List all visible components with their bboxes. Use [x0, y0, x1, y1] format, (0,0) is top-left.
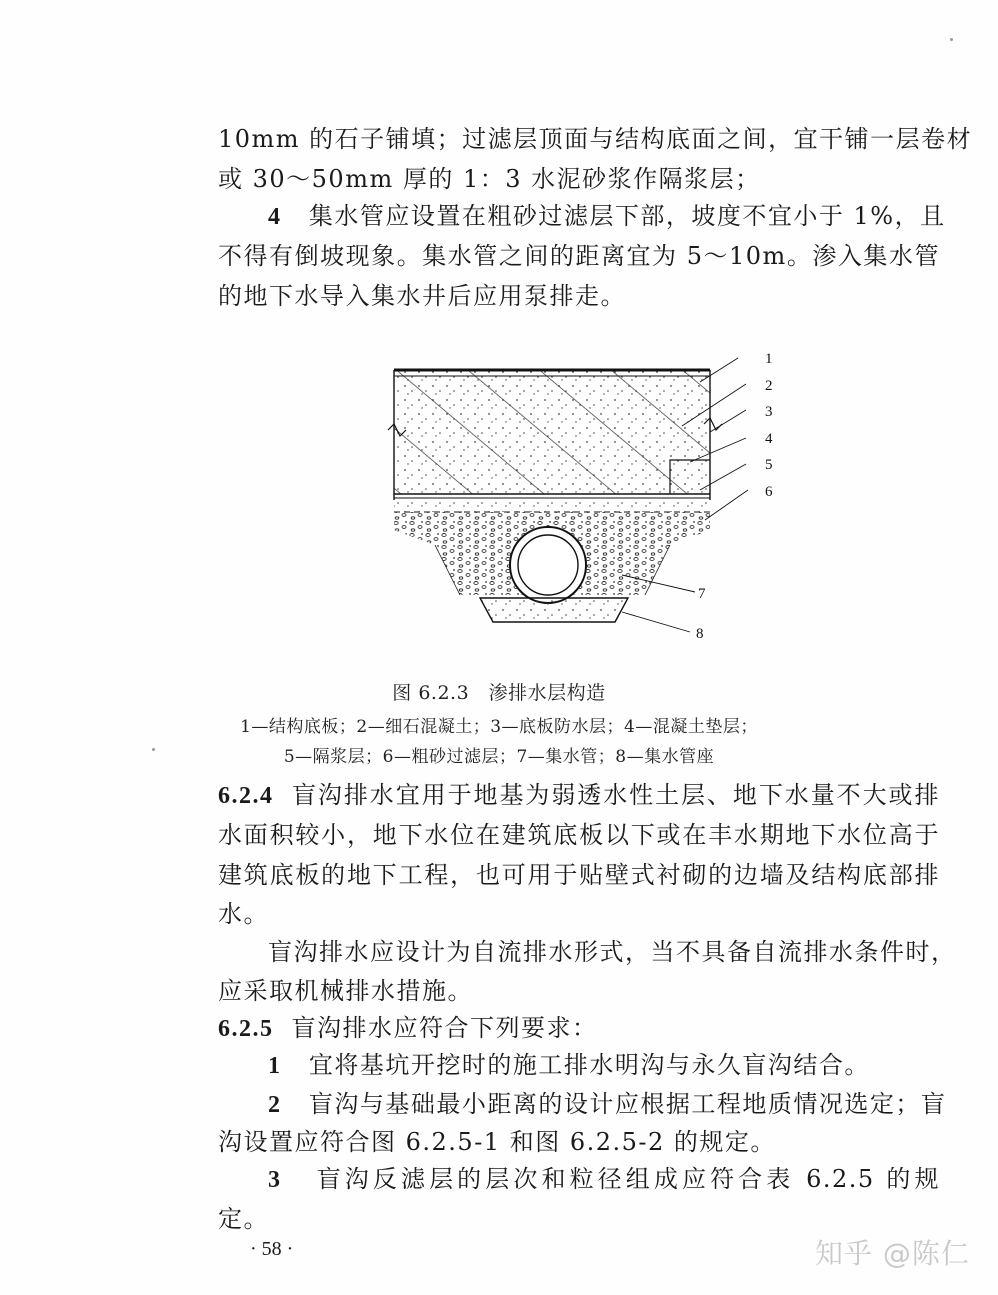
- body-text-line: 盲沟排水应设计为自流排水形式，当不具备自流排水条件时，: [268, 938, 957, 966]
- section-text: 盲沟排水宜用于地基为弱透水性土层、地下水量不大或排: [291, 781, 940, 809]
- label-4: 4: [765, 431, 773, 447]
- section-6-2-5: [218, 1013, 940, 1044]
- page-number: · 58 ·: [250, 1238, 294, 1260]
- label-3: 3: [765, 404, 773, 420]
- label-8: 8: [696, 626, 704, 642]
- scan-speck: [950, 38, 953, 41]
- item-text: 盲沟与基础最小距离的设计应根据工程地质情况选定；盲: [308, 1090, 947, 1118]
- section-6-2-4: [218, 780, 940, 811]
- watermark: 知乎 @陈仁: [815, 1237, 970, 1270]
- item-number: 4: [268, 204, 282, 230]
- list-item-4: [268, 201, 946, 232]
- label-7: 7: [698, 586, 706, 602]
- item-number: 2: [268, 1092, 282, 1118]
- item-number: 3: [268, 1167, 282, 1193]
- drainage-layer-diagram: [360, 340, 800, 650]
- figure-legend-line: 1—结构底板；2—细石混凝土；3—底板防水层；4—混凝土垫层；: [240, 717, 758, 737]
- section-number: 6.2.4: [218, 783, 274, 809]
- label-2: 2: [765, 378, 773, 394]
- item-text: 盲沟反滤层的层次和粒径组成应符合表 6.2.5 的规: [316, 1165, 940, 1193]
- body-text-line: 沟设置应符合图 6.2.5-1 和图 6.2.5-2 的规定。: [218, 1128, 776, 1156]
- list-item-2: [268, 1089, 947, 1120]
- item-text: 集水管应设置在粗砂过滤层下部，坡度不宜小于 1%，且: [308, 202, 946, 230]
- body-text-line: 不得有倒坡现象。集水管之间的距离宜为 5～10m。渗入集水管: [218, 242, 940, 270]
- body-text-line: 水。: [218, 900, 269, 928]
- item-text: 宜将基坑开挖时的施工排水明沟与永久盲沟结合。: [308, 1051, 870, 1079]
- body-text-line: 水面积较小，地下水位在建筑底板以下或在丰水期地下水位高于: [218, 821, 940, 849]
- body-text-line: 或 30～50mm 厚的 1：3 水泥砂浆作隔浆层；: [218, 165, 761, 193]
- list-item-1: [268, 1050, 940, 1081]
- body-text-line: 定。: [218, 1205, 269, 1233]
- figure-legend-line: 5—隔浆层；6—粗砂过滤层；7—集水管；8—集水管座: [283, 747, 715, 767]
- body-text-line: 应采取机械排水措施。: [218, 977, 473, 1005]
- label-1: 1: [765, 351, 773, 367]
- body-text-line: 10mm 的石子铺填；过滤层顶面与结构底面之间，宜干铺一层卷材: [218, 125, 973, 153]
- section-number: 6.2.5: [218, 1016, 274, 1042]
- concrete-cushion: [394, 500, 710, 512]
- list-item-3: [268, 1164, 940, 1195]
- pipe-seat: [480, 598, 628, 622]
- figure-caption: 图 6.2.3 渗排水层构造: [392, 682, 606, 704]
- label-6: 6: [765, 484, 773, 500]
- body-text-line: 的地下水导入集水井后应用泵排走。: [218, 282, 626, 310]
- body-text-line: 建筑底板的地下工程，也可用于贴壁式衬砌的边墙及结构底部排: [218, 861, 940, 889]
- section-text: 盲沟排水应符合下列要求：: [291, 1014, 598, 1042]
- item-number: 1: [268, 1053, 282, 1079]
- label-5: 5: [765, 457, 773, 473]
- scan-speck: [152, 748, 155, 751]
